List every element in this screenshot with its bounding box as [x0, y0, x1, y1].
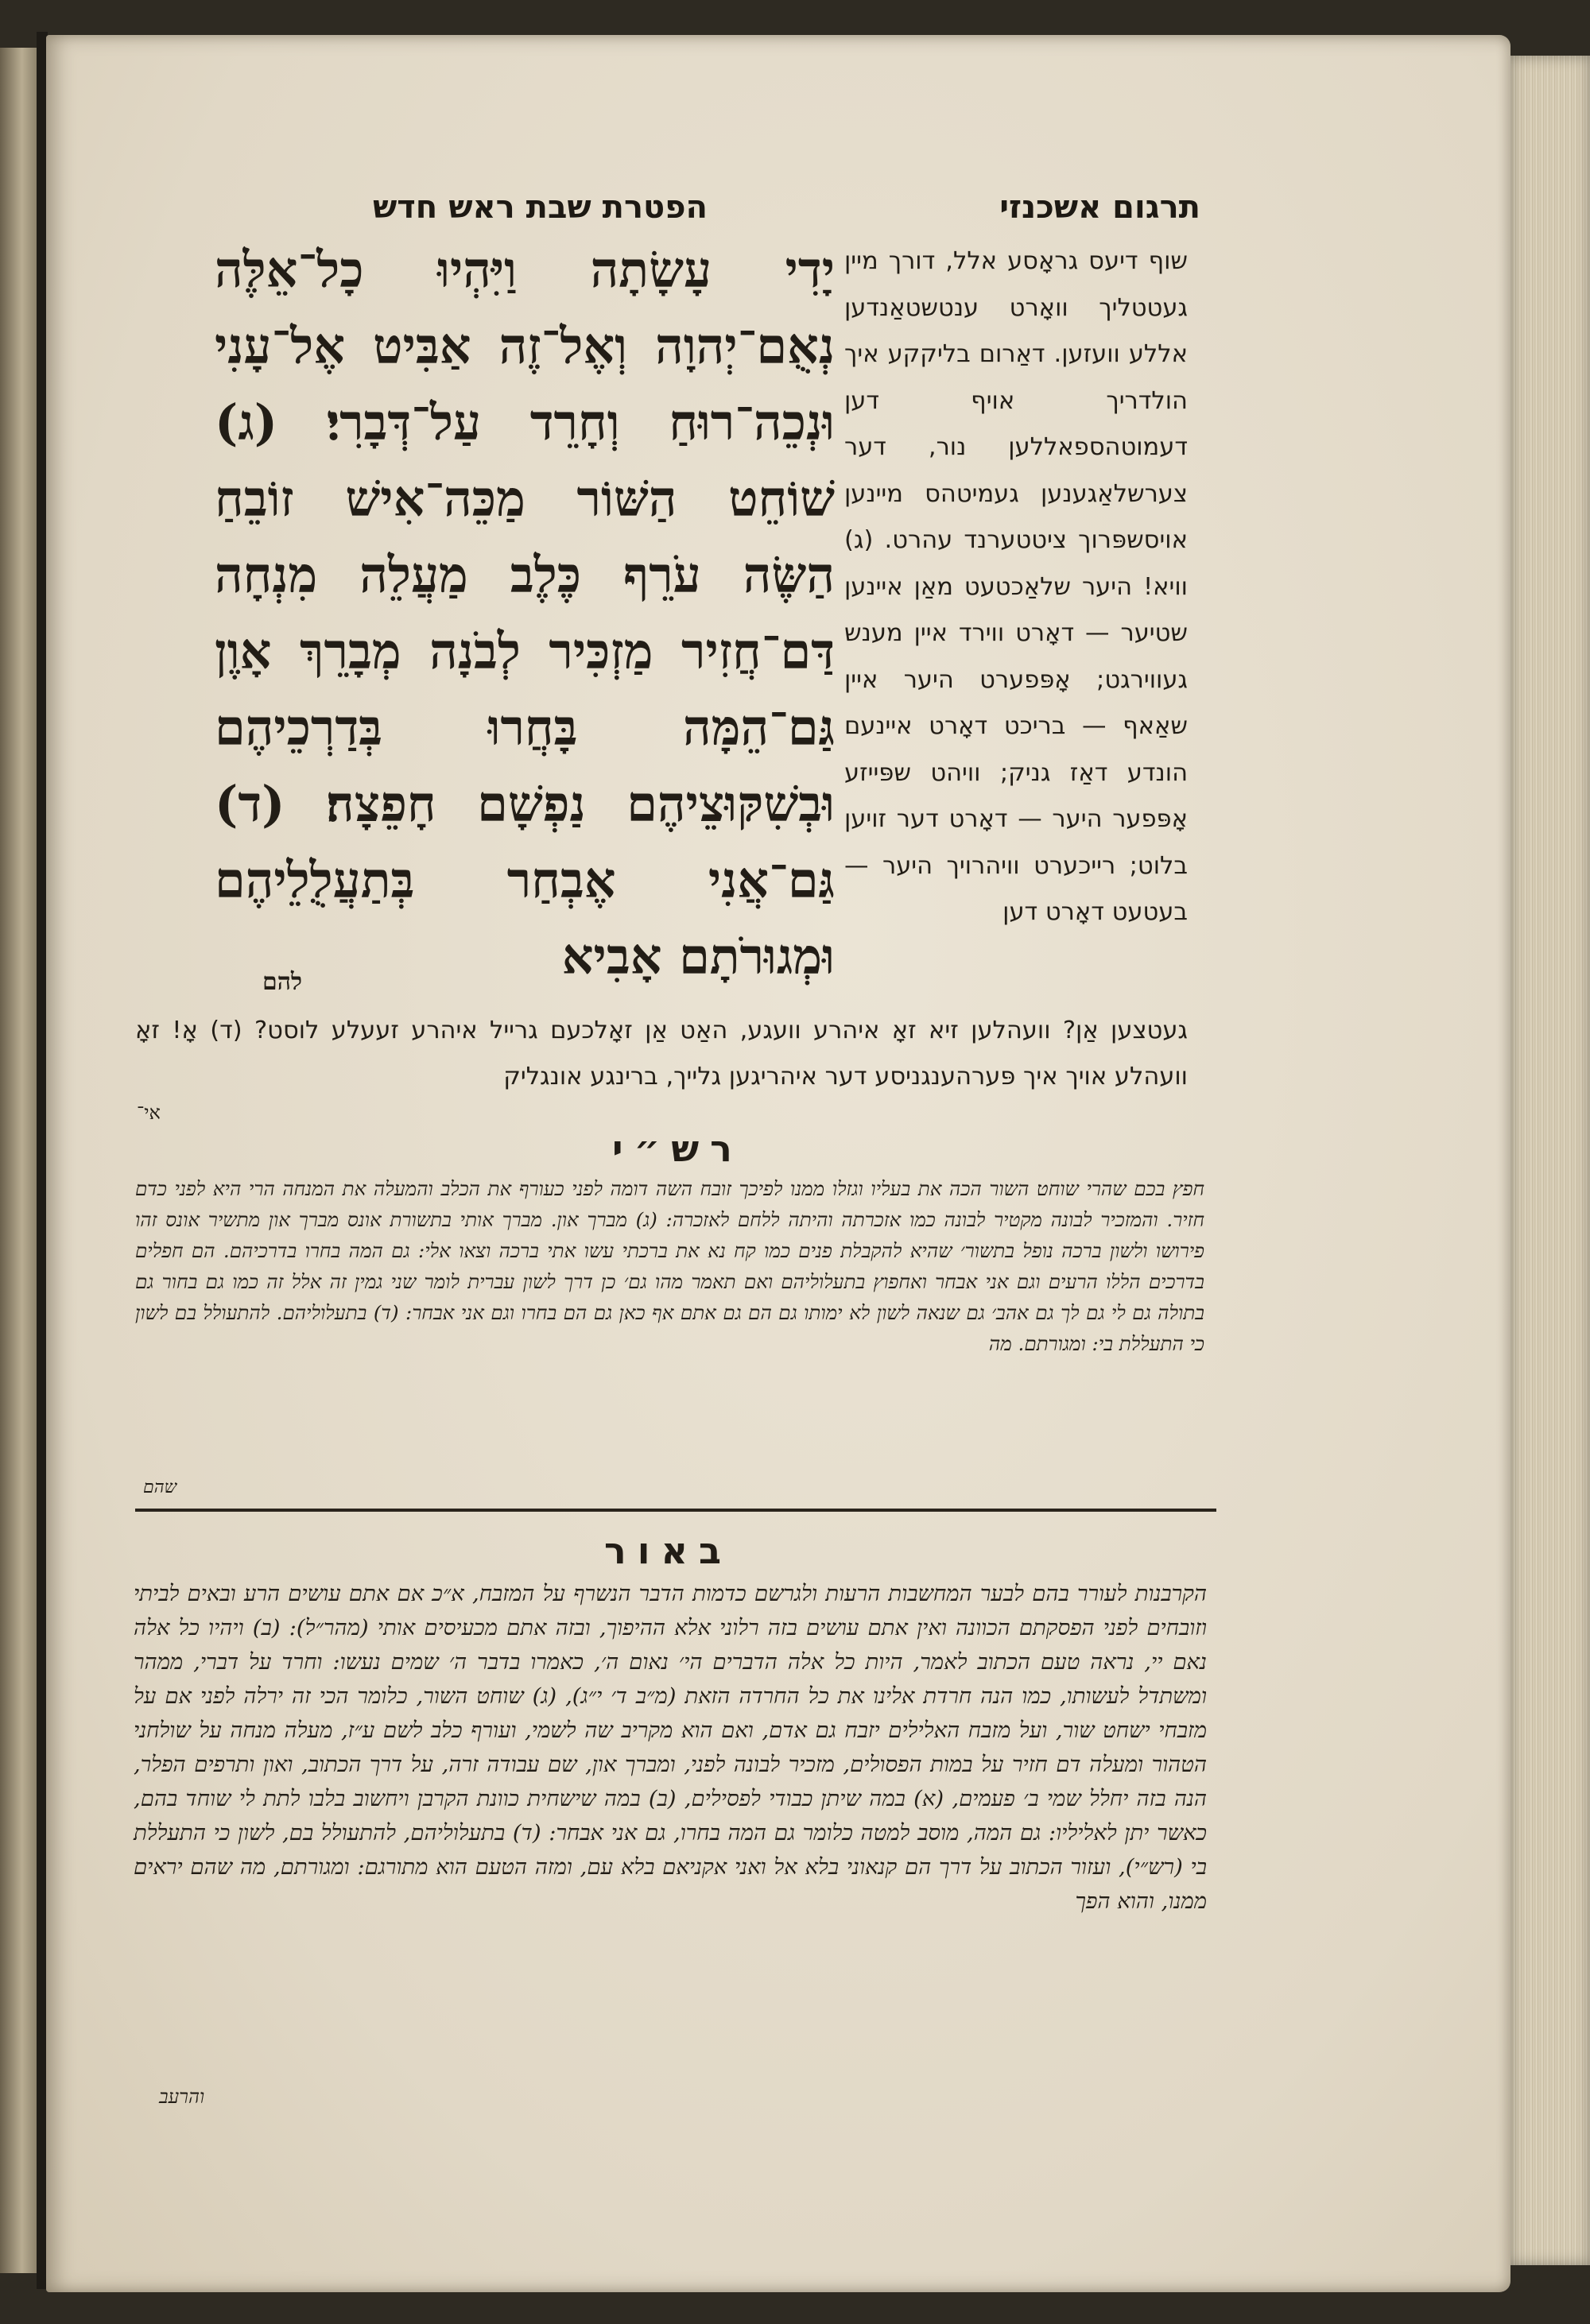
rashi-commentary: חפץ בכם שהרי שוחט השור הכה את בעליו וגזלו ממנו לפיכך זובח השה דומה לפני כעורף את הכלב והמעלה את המנחה הרי היא לפני כדם חזיר. והמזכיר לבונה מקטיר לבונה כמו אזכרתה והיתה ללחם לאזכרה: (ג) מברך און. מברך אותי בתשורת אונס מברך און מתשיר אונס זהו פירושו ולשון ברכה נופל בתשור׳ שהיא להקבלת פנים כמו קח נא את ברכתי עשו אתי ברכה וצאו אלי: גם המה בחרו בדרכיהם. הם חפלים בדרכים הללו הרעים וגם אני אבחר ואחפוץ בתעלוליהם ואם תאמר מהו גם׳ כן דרך לשון עברית לומר שני גמין זה אלל זה כמו גם בחור גם בתולה גם לי גם לך גם אהב׳ גם שנאה לשון לא ימותו גם הם גם אתם אף כאן גם הם בחרו וגם אני אבחר: (ד) בתעלוליהם. להתעולל בם לשון כי התעללת בי: ומגורתם. מה	[135, 1177, 1205, 1355]
header-targum-title: תרגום אשכנזי	[999, 189, 1200, 226]
biur-catchword: והרעב	[159, 2086, 205, 2108]
rashi-heading: רש״י	[612, 1127, 743, 1170]
yiddish-catchword: אי־	[137, 1102, 161, 1124]
main-hebrew-text: יָדִי עָשָׂתָה וַיִּהְיוּ כָל־אֵלֶּה נְאֻם־יְהוָה וְאֶל־זֶה אַבִּיט אֶל־עָנִי וּנְכֵה־רוּחַ וְחָרֵד עַל־דְּבָרִי׃ (ג) שׁוֹחֵט הַשּׁוֹר מַכֵּה־אִישׁ זוֹבֵחַ הַשֶּׂה עֹרֵף כֶּלֶב מַעֲלֵה מִנְחָה דַּם־חֲזִיר מַזְכִּיר לְבֹנָה מְבָרֵךְ אָוֶן גַּם־הֵמָּה בָּחֲרוּ בְּדַרְכֵיהֶם וּבְשִׁקּוּצֵיהֶם נַפְשָׁם חָפֵצָה׃ (ד) גַּם־אֲנִי אֶבְחַר בְּתַעֲלֻלֵיהֶם וּמְגוּרֹתָם אָבִיא	[215, 241, 835, 986]
adjacent-left-page	[0, 48, 37, 2273]
main-catchword: להם	[262, 968, 303, 996]
biur-heading: באור	[604, 1529, 733, 1572]
header-haftarah-title: הפטרת שבת ראש חדש	[372, 189, 708, 226]
yiddish-translation-column: שוף דיעס גראָסע אלל, דורך מיין געטטליך וואָרט ענטשטאַנדען אללע וועזען. דאַרום בליקקע איך הולדריך אויף דען דעמוטהספאללען נור, דער צערשלאַגענען געמיטהס מיינען אויסשפּרוך ציטטערנד עהרט. (ג) וויא! היער שלאַכטעט מאַן איינען שטיער — דאָרט ווירד איין מענש געווירגט; אָפּפערט היער איין שאַאף — בריכט דאָרט איינעם הונדע דאַז גניק; וויהט שפּייזע אָפּפער היער — דאָרט דער זויען בלוט; רייכערט וויהרויך היער — בעטעט דאָרט דען	[844, 247, 1188, 926]
section-divider	[135, 1509, 1216, 1512]
biur-commentary: הקרבנות לעורר בהם לבער המחשבות הרעות ולגרשם כדמות הדבר הנשרף על המזבח, א״כ אם אתם עושים הרע ובאים לביתי וזובחים לפני הפסקתם הכוונה ואין אתם עושים בזה רלוני אלא ההיפוך, ובזה אתם מכעיסים אותי (מהר״ל): (ב) ויהיו כל אלה נאם יי, נראה טעם הכתוב לאמר, היות כל אלה הדברים הי׳ נאום ה׳, כאמרו בדבר ה׳ שמים נעשו: וחרד על דברי, ממהר ומשתדל לעשותו, כמו הנה חרדת אלינו את כל החרדה הזאת (מ״ב ד׳ י״ג), (ג) שוחט השור, כלומר הכי זה ירלה לפני אם על מזבחי ישחט שור, ועל מזבח האלילים יזבח גם אדם, ואם הוא מקריב שה לשמי, ועורף כלב לשם ע״ז, מעלה מנחה על שולחני הטהור ומעלה דם חזיר על במות הפסולים, מזכיר לבונה לפני, ומברך און, שם עבודה זרה, על דרך הכתוב, ואון ותרפים הפלר, הנה בזה יחלל שמי ב׳ פעמים, (א) במה שיתן כבודי לפסילים, (ב) במה שישחית כוונת הקרבן ויחשוב בלבו לתת לי שוחד בהם, כאשר יתן לאליליו: גם המה, מוסב למטה כלומר גם המה בחרו, גם אני אבחר: (ד) בתעלוליהם, להתעולל בם, לשון כי התעללת בי (רש״י), ועזור הכתוב על דרך הם קנאוני בלא אל ואני אקניאם בלא עם, ומזה הטעם הוא מתורגם: ומגורתם, מה שהם יראים ממנו, והוא הפך	[134, 1581, 1207, 1914]
rashi-catchword: שהם	[143, 1478, 177, 1497]
page-edges	[1510, 56, 1590, 2265]
yiddish-translation-continuation: געטצען אַן? וועהלען זיא זאָ איהרע וועגע, האַט אַן זאָלכעם גרייל איהרע זעעלע לוסט? (ד) אָ! זאָ וועהלע אויך איך פּערהענגניסע דער איהריגען גלייך, ברינגע אונגליק	[135, 1017, 1188, 1090]
